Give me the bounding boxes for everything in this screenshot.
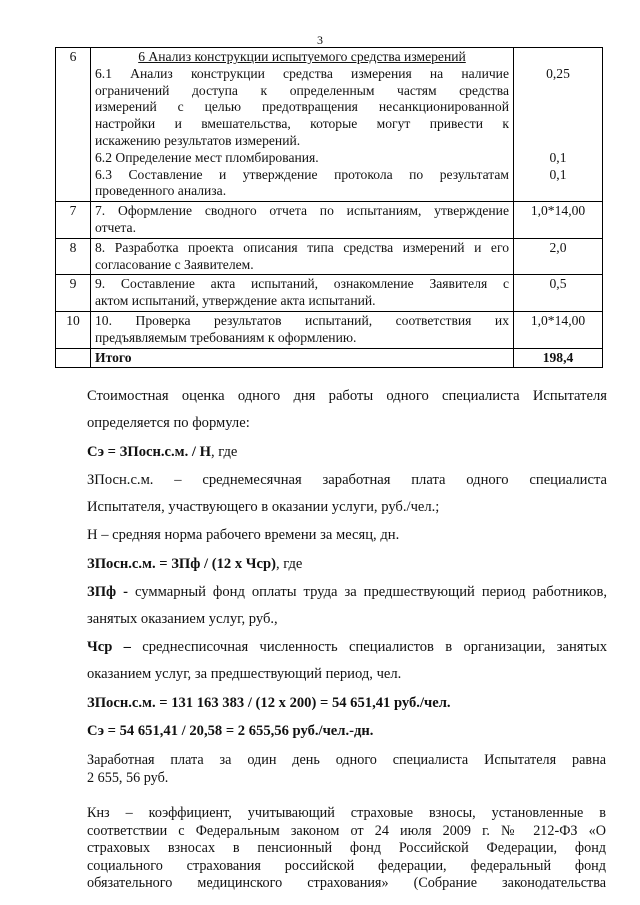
row-description — [91, 238, 514, 275]
definition-chsr-line2: оказанием услуг, за предшествующий период, чел. — [87, 666, 402, 682]
cell-text-line: 10. Проверка результатов испытаний, соответствия их — [95, 312, 509, 328]
total-label: Итого — [91, 348, 514, 368]
paragraph-knz — [87, 805, 606, 893]
cell-text-line: предъявляемым требованиям к оформлению. — [95, 329, 357, 345]
row-value: 2,0 — [514, 238, 603, 275]
paragraph-estimate-line1: Стоимостная оценка одного дня работы одного специалиста Испытателя — [87, 388, 607, 404]
paragraph-estimate-line2: определяется по формуле: — [87, 415, 250, 431]
formula-se-expression: Сэ = ЗПосн.с.м. / Н — [87, 444, 211, 460]
cell-text-line: актом испытаний, утверждение акта испытаний. — [95, 293, 376, 309]
cell-text-line: настройки и вмешательства, которые могут привести к — [95, 116, 509, 132]
calculation-se: Сэ = 54 651,41 / 20,58 = 2 655,56 руб./чел.-дн. — [87, 723, 374, 739]
knz-line: обязательного медицинского страхования» (Собрание законодательства — [87, 875, 606, 892]
cell-text-line: проведенного анализа. — [95, 183, 227, 199]
row-number: 7 — [56, 202, 91, 239]
row-description — [91, 275, 514, 312]
formula-zposn-suffix: , где — [275, 556, 303, 572]
paragraph-salary-line1: Заработная плата за один день одного специалиста Испытателя равна — [87, 752, 606, 768]
definition-chsr-term: Чср – — [87, 639, 131, 655]
definition-zposn-line1: ЗПосн.с.м. – среднемесячная заработная плата одного специалиста — [87, 472, 607, 488]
page-number: 3 — [317, 33, 323, 47]
work-stages-table — [55, 47, 603, 368]
formula-se-suffix: , где — [210, 444, 238, 460]
cell-text-line: 7. Оформление сводного отчета по испытаниям, утверждение — [95, 203, 509, 219]
table-row — [56, 311, 603, 348]
cell-text-line: 6.2 Определение мест пломбирования. — [95, 149, 319, 165]
knz-line: соответствии с Федеральным законом от 24 июля 2009 г. № 212-ФЗ «О — [87, 822, 606, 839]
row-number: 9 — [56, 275, 91, 312]
cell-value: 0,1 — [549, 149, 567, 165]
cell-value: 0,1 — [549, 166, 567, 182]
definition-zpf-line1 — [87, 583, 607, 601]
paragraph-salary-line2: 2 655, 56 руб. — [87, 770, 169, 786]
cell-text-line: 6.3 Составление и утверждение протокола по результатам — [95, 166, 509, 182]
knz-line: социального страхования российской федерации, федеральный фонд — [87, 857, 606, 874]
table-row — [56, 48, 603, 202]
table-row — [56, 238, 603, 275]
row-description — [91, 311, 514, 348]
definition-zposn-line2: Испытателя, участвующего в оказании услуги, руб./чел.; — [87, 499, 440, 515]
cell-text-line: отчета. — [95, 219, 136, 235]
knz-line: Кнз – коэффициент, учитывающий страховые взносы, установленные в — [87, 805, 606, 821]
row-description — [91, 202, 514, 239]
total-value: 198,4 — [514, 348, 603, 368]
table-row — [56, 202, 603, 239]
row-value: 1,0*14,00 — [514, 202, 603, 239]
definition-n: Н – средняя норма рабочего времени за месяц, дн. — [87, 527, 400, 543]
cell-text-line: ограничений доступа к определенным частям средства — [95, 82, 509, 98]
definition-chsr-text: среднесписочная численность специалистов в организации, занятых — [130, 639, 608, 655]
cell-text-line: согласование с Заявителем. — [95, 256, 254, 272]
formula-zposn-expression: ЗПосн.с.м. = ЗПф / (12 х Чср) — [87, 556, 276, 572]
cell-text-line: измерений с целью предотвращения несанкционированной — [95, 99, 509, 115]
knz-line: страховых взносах в пенсионный фонд Российской Федерации, фонд — [87, 840, 606, 857]
row-number: 8 — [56, 238, 91, 275]
total-row — [56, 348, 603, 368]
row-value — [514, 48, 603, 202]
row-description — [91, 48, 514, 202]
total-row-number — [56, 348, 91, 368]
subitem — [95, 150, 509, 167]
definition-chsr-line1 — [87, 638, 607, 656]
subitem — [95, 66, 509, 150]
table-row — [56, 275, 603, 312]
cell-text-line: 8. Разработка проекта описания типа средства измерений и его — [95, 239, 509, 255]
formula-se — [87, 443, 237, 461]
calculation-zposn: ЗПосн.с.м. = 131 163 383 / (12 х 200) = 54 651,41 руб./чел. — [87, 695, 451, 711]
definition-zpf-text: суммарный фонд оплаты труда за предшествующий период работников, — [128, 584, 607, 600]
cell-text-line: искажению результатов измерений. — [95, 132, 301, 148]
row-number: 10 — [56, 311, 91, 348]
row-value: 1,0*14,00 — [514, 311, 603, 348]
cell-text-line: 6.1 Анализ конструкции средства измерения на наличие — [95, 65, 509, 81]
formula-zposn — [87, 555, 302, 573]
section-title: 6 Анализ конструкции испытуемого средства измерений — [138, 49, 466, 64]
definition-zpf-line2: занятых оказанием услуг, руб., — [87, 611, 278, 627]
definition-zpf-term: ЗПф - — [87, 584, 128, 600]
subitem — [95, 167, 509, 201]
cell-text-line: 9. Составление акта испытаний, ознакомление Заявителя с — [95, 276, 509, 292]
row-number: 6 — [56, 48, 91, 202]
cell-value: 0,25 — [546, 65, 570, 81]
row-value: 0,5 — [514, 275, 603, 312]
